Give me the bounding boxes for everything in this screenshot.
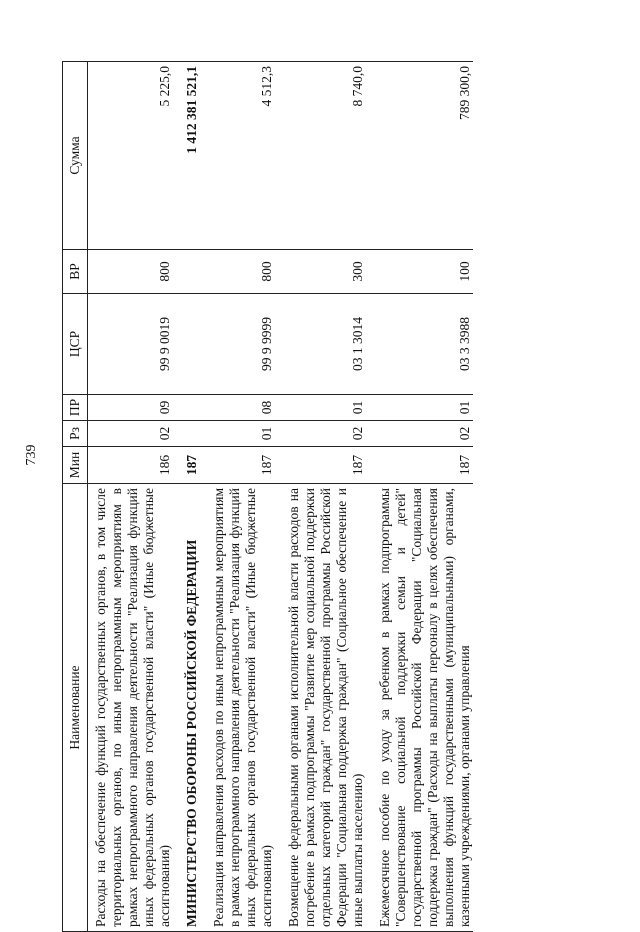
cell-vr [179, 250, 206, 294]
cell-name: МИНИСТЕРСТВО ОБОРОНЫ РОССИЙСКОЙ ФЕДЕРАЦИИ [179, 484, 206, 932]
header-rz: Рз [63, 421, 88, 447]
cell-name: Возмещение федеральными органами исполнительной власти расходов на погребение в рамках подпрограммы "Развитие мер социальной поддержки отдельных категорий граждан" государственной программы Российской Федерации "Социальная поддержка граждан" (Социальное обеспечение и иные выплаты населению) [281, 484, 372, 932]
table-row [206, 62, 281, 932]
cell-sum: 8 740,0 [281, 62, 372, 250]
cell-rz: 02 [372, 421, 473, 447]
cell-csr: 03 1 3014 [281, 294, 372, 395]
cell-name: Расходы на обеспечение функций государственных органов, в том числе территориальных органов, по иным непрограммным мероприятиям в рамках непрограммного направления деятельности "Реализация функций иных федеральных органов государственной власти" (Иные бюджетные ассигнования) [88, 484, 180, 932]
table-row [179, 62, 206, 932]
cell-rz [179, 421, 206, 447]
header-min: Мин [63, 447, 88, 484]
cell-rz: 01 [206, 421, 281, 447]
header-name: Наименование [63, 484, 88, 932]
cell-sum: 789 300,0 [372, 62, 473, 250]
cell-min: 186 [88, 447, 180, 484]
table-row [372, 62, 473, 932]
cell-vr: 800 [88, 250, 180, 294]
cell-sum: 5 225,0 [88, 62, 180, 250]
cell-pr: 09 [88, 395, 180, 421]
header-row [63, 62, 88, 932]
cell-csr: 03 3 3988 [372, 294, 473, 395]
cell-pr: 01 [372, 395, 473, 421]
table-row [88, 62, 180, 932]
cell-csr: 99 9 9999 [206, 294, 281, 395]
cell-sum: 4 512,3 [206, 62, 281, 250]
cell-pr [179, 395, 206, 421]
page-number: 739 [24, 444, 39, 466]
budget-table [62, 61, 473, 932]
table-row [281, 62, 372, 932]
header-csr: ЦСР [63, 294, 88, 395]
cell-min: 187 [206, 447, 281, 484]
cell-csr [179, 294, 206, 395]
cell-name: Реализация направления расходов по иным непрограммным мероприятиям в рамках непрограммного направления деятельности "Реализация функций иных федеральных органов государственной власти" (Иные бюджетные ассигнования) [206, 484, 281, 932]
header-vr: ВР [63, 250, 88, 294]
header-sum: Сумма [63, 62, 88, 250]
cell-csr: 99 9 0019 [88, 294, 180, 395]
cell-pr: 01 [281, 395, 372, 421]
header-pr: ПР [63, 395, 88, 421]
cell-min: 187 [372, 447, 473, 484]
cell-sum: 1 412 381 521,1 [179, 62, 206, 250]
cell-rz: 02 [281, 421, 372, 447]
cell-vr: 100 [372, 250, 473, 294]
cell-min: 187 [179, 447, 206, 484]
cell-min: 187 [281, 447, 372, 484]
rotated-page [62, 62, 610, 932]
cell-name: Ежемесячное пособие по уходу за ребенком в рамках подпрограммы "Совершенствование социальной поддержки семьи и детей" государственной программы Российской Федерации "Социальная поддержка граждан" (Расходы на выплаты персоналу в целях обеспечения выполнения функций государственными (муниципальными) органами, казенными учреждениями, органами управления [372, 484, 473, 932]
cell-rz: 02 [88, 421, 180, 447]
cell-pr: 08 [206, 395, 281, 421]
cell-vr: 300 [281, 250, 372, 294]
cell-vr: 800 [206, 250, 281, 294]
